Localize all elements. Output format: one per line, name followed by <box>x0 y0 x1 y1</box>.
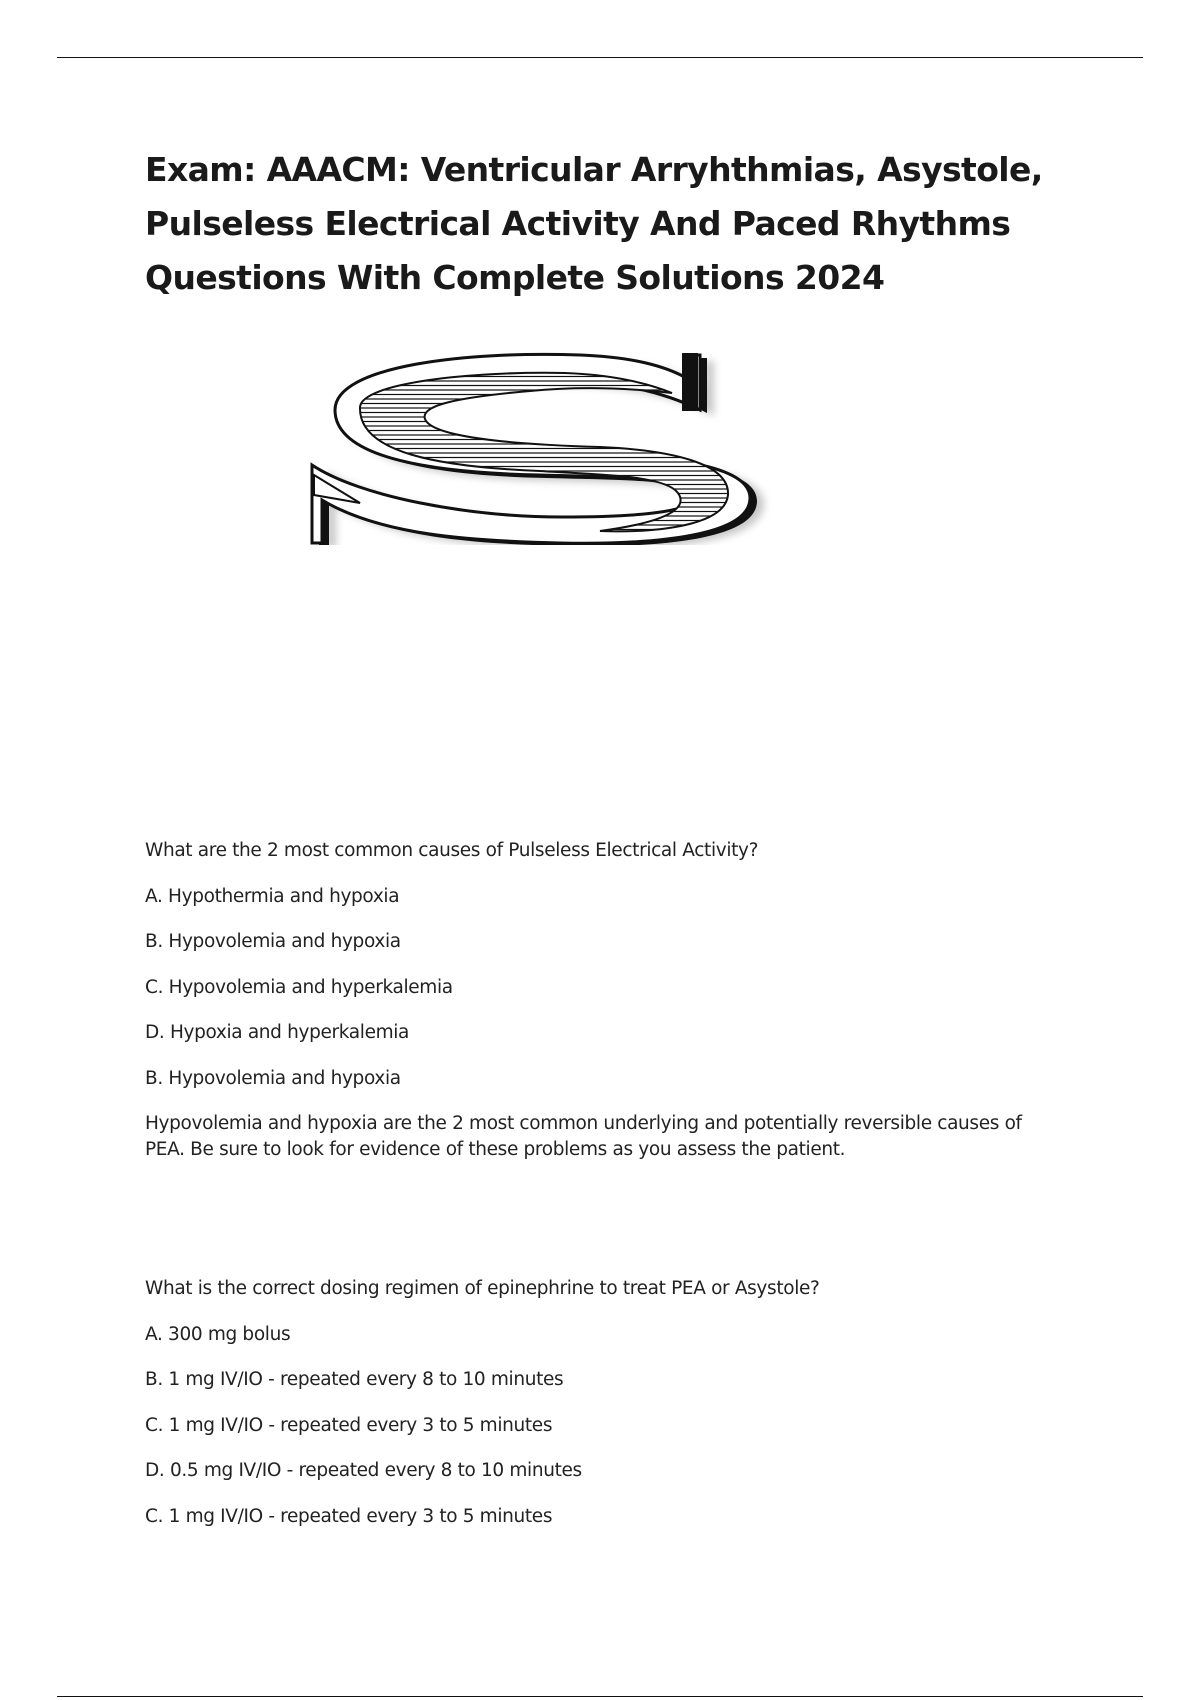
question-block-1 <box>145 838 1045 1163</box>
option-d: D. Hypoxia and hyperkalemia <box>145 1022 410 1043</box>
option-a: A. Hypothermia and hypoxia <box>145 885 400 907</box>
explanation-text: Hypovolemia and hypoxia are the 2 most common underlying and potentially reversible causes of PEA. Be sure to look for evidence of these problems as you assess the patient. <box>145 1113 1022 1160</box>
option-b: B. 1 mg IV/IO - repeated every 8 to 10 minutes <box>145 1369 564 1390</box>
question-text: What is the correct dosing regimen of epinephrine to treat PEA or Asystole? <box>145 1278 820 1299</box>
bottom-rule <box>57 1696 1143 1697</box>
option-d: D. 0.5 mg IV/IO - repeated every 8 to 10 minutes <box>145 1460 582 1481</box>
option-a: A. 300 mg bolus <box>145 1323 291 1345</box>
question-text: What are the 2 most common causes of Pulseless Electrical Activity? <box>145 840 759 861</box>
question-block-2 <box>145 1276 1045 1549</box>
stylized-s-logo-icon <box>300 335 820 545</box>
option-c: C. Hypovolemia and hyperkalemia <box>145 976 453 998</box>
option-c: C. 1 mg IV/IO - repeated every 3 to 5 minutes <box>145 1414 553 1436</box>
option-b: B. Hypovolemia and hypoxia <box>145 931 401 952</box>
answer-text: B. Hypovolemia and hypoxia <box>145 1067 401 1089</box>
answer-text: C. 1 mg IV/IO - repeated every 3 to 5 minutes <box>145 1505 553 1527</box>
document-title: Exam: AAACM: Ventricular Arryhthmias, Asystole, Pulseless Electrical Activity And Paced Rhythms Questions With Complete Solutions 2024 <box>145 150 1043 297</box>
top-rule <box>57 57 1143 58</box>
